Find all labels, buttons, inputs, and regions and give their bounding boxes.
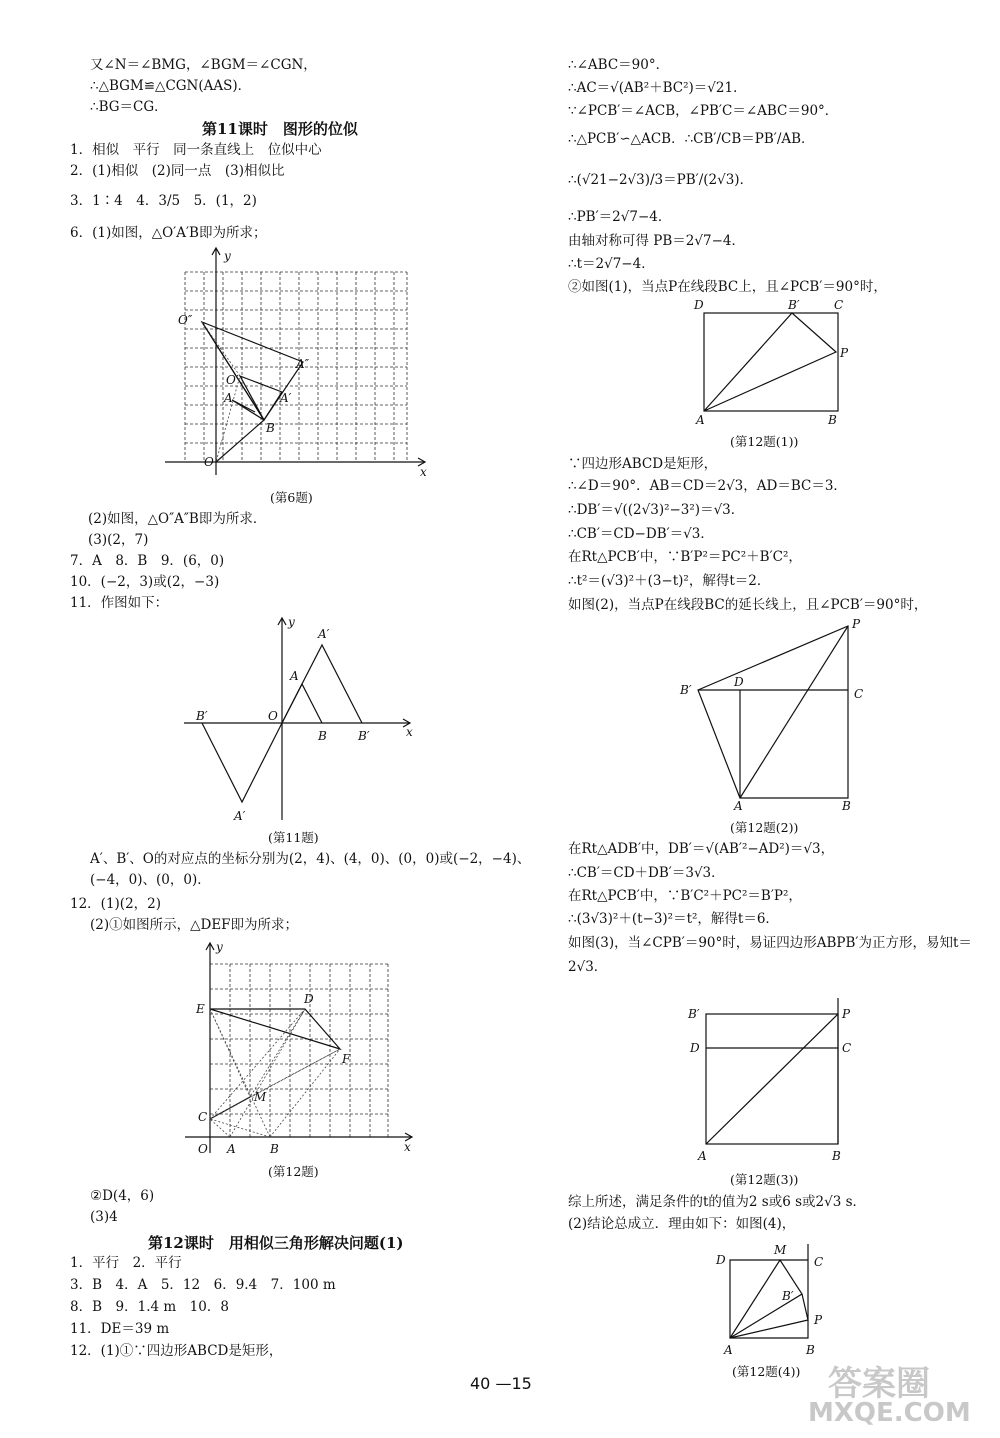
figure-caption: (第12题(2)) [730,820,799,835]
fig-label: C [854,687,864,701]
figure-caption: (第6题) [270,490,313,505]
fig-label: O″ [178,313,193,327]
fig-label: A [696,413,705,427]
text-line: 由轴对称可得 PB＝2√7−4． [568,233,745,249]
fig-label: y [224,249,231,263]
fig-label: C [814,1255,824,1269]
fig-label: B′ [358,729,370,743]
text-line: 1．相似 平行 同一条直线上 位似中心 [70,142,322,158]
text-line: 在Rt△ADB′中，DB′＝√(AB′²−AD²)＝√3， [568,841,835,857]
fig-label: O [198,1142,208,1156]
text-line: 12．(1)①∵四边形ABCD是矩形， [70,1343,283,1359]
figure-12-2 [676,614,876,814]
figure-caption: (第12题) [268,1164,319,1179]
fig-label: A [227,1142,236,1156]
fig-label: A′ [234,809,246,823]
text-line: ∴△BGM≌△CGN(AAS)． [90,78,252,94]
fig-label: x [406,725,413,739]
text-line: 3．B 4．A 5．12 6．9.4 7．100 m [70,1277,336,1293]
text-line: 2√3． [568,959,608,975]
text-line: (−4，0)、(0，0)． [90,872,211,888]
fig-label: y [216,940,223,954]
text-line: ∴CB′＝CD−DB′＝√3． [568,526,714,542]
text-line: ∴BG＝CG． [90,99,168,115]
figure-caption: (第12题(3)) [730,1172,799,1187]
text-line: 2．(1)相似 (2)同一点 (3)相似比 [70,163,285,179]
text-line: 7．A 8．B 9．(6，0) [70,553,225,569]
page-number: 40 —15 [470,1374,532,1393]
fig-label: O′ [226,373,239,387]
fig-label: A″ [296,357,310,371]
fig-label: A′ [280,391,292,405]
fig-label: A [734,799,743,813]
text-line: 如图(3)，当∠CPB′＝90°时，易证四边形ABPB′为正方形，易知t＝ [568,935,972,951]
fig-label: D [716,1253,726,1267]
text-line: ∴CB′＝CD＋DB′＝3√3． [568,865,725,881]
fig-label: B′ [196,709,208,723]
fig-label: C [842,1041,852,1055]
figure-caption: (第11题) [268,830,319,845]
fig-label: O [204,455,214,469]
watermark-logo: 答案圈 [828,1364,930,1404]
fig-label: A [290,669,299,683]
text-line: A′、B′、O的对应点的坐标分别为(2，4)、(4，0)、(0，0)或(−2，−4)、 [90,851,531,867]
watermark-url: MXQE.COM [808,1398,971,1428]
text-line: 在Rt△PCB′中，∵B′C²＋PC²＝B′P²， [568,888,802,904]
fig-label: O [268,709,278,723]
fig-label: P [814,1313,823,1327]
section-title: 第12课时 用相似三角形解决问题(1) [148,1234,404,1252]
fig-label: B′ [688,1007,700,1021]
text-line: ∴PB′＝2√7−4． [568,209,672,225]
fig-label: D [304,992,314,1006]
fig-label: C [834,298,844,312]
text-line: 6．(1)如图，△O′A′B即为所求； [70,225,267,241]
fig-label: P [842,1007,851,1021]
text-line: 综上所述，满足条件的t的值为2 s或6 s或2√3 s． [568,1194,867,1210]
fig-label: A [724,1343,733,1357]
fig-label: B′ [680,683,692,697]
fig-label: F [342,1052,351,1066]
text-line: ∵∠PCB′＝∠ACB，∠PB′C＝∠ABC＝90°． [568,103,839,119]
fig-label: A′ [318,627,330,641]
text-line: (2)①如图所示，△DEF即为所求； [90,917,299,933]
text-line: ∵四边形ABCD是矩形， [568,456,718,472]
text-line: 如图(2)，当点P在线段BC的延长线上，且∠PCB′＝90°时， [568,597,928,613]
fig-label: B [842,799,851,813]
fig-label: y [288,615,295,629]
text-line: 8．B 9．1.4 m 10．8 [70,1299,229,1315]
text-line: ②D(4，6) [90,1188,155,1204]
fig-label: B [828,413,837,427]
text-line: (3)(2，7) [88,532,149,548]
text-line: ∴∠ABC＝90°． [568,57,670,73]
section-title: 第11课时 图形的位似 [202,120,358,138]
text-line: 1．平行 2．平行 [70,1255,182,1271]
figure-6 [160,240,440,480]
text-line: ∴DB′＝√((2√3)²−3²)＝√3． [568,502,745,518]
text-line: ∴(3√3)²＋(t−3)²＝t²，解得t＝6． [568,911,779,927]
text-line: ∴△PCB′∽△ACB．∴CB′/CB＝PB′/AB． [568,131,815,147]
text-line: (3)4 [90,1209,118,1225]
fig-label: x [420,465,427,479]
fig-label: D [694,298,704,312]
fig-label: P [852,617,861,631]
fig-label: B [270,1142,279,1156]
fig-label: B [806,1343,815,1357]
fig-label: A [698,1149,707,1163]
text-line: ∴∠D＝90°．AB＝CD＝2√3，AD＝BC＝3． [568,478,847,494]
text-line: (2)如图，△O″A″B即为所求． [88,511,267,527]
fig-label: B [266,421,275,435]
figure-caption: (第12题(1)) [730,434,799,449]
text-line: (2)结论总成立．理由如下：如图(4)， [568,1216,796,1232]
text-line: 11．作图如下： [70,595,169,611]
figure-12-4 [712,1240,832,1360]
fig-label: B′ [788,298,800,312]
fig-label: B′ [782,1289,794,1303]
fig-label: C [198,1110,208,1124]
text-line: 12．(1)(2，2) [70,896,162,912]
text-line: ②如图(1)，当点P在线段BC上，且∠PCB′＝90°时， [568,279,887,295]
text-line: 11．DE＝39 m [70,1321,170,1337]
fig-label: x [404,1140,411,1154]
text-line: ∴t＝2√7−4． [568,256,655,272]
figure-12-1 [690,296,860,428]
figure-12 [180,935,420,1160]
text-line: ∴t²＝(√3)²＋(3−t)²，解得t＝2． [568,573,771,589]
fig-label: M [774,1243,787,1257]
fig-label: A [224,391,233,405]
fig-label: B [832,1149,841,1163]
figure-11 [180,610,430,830]
fig-label: E [196,1002,205,1016]
text-line: ∴AC＝√(AB²＋BC²)＝√21． [568,80,747,96]
text-line: 在Rt△PCB′中，∵B′P²＝PC²＋B′C²， [568,549,802,565]
fig-label: D [690,1041,700,1055]
fig-label: B [318,729,327,743]
text-line: 3．1∶4 4．3/5 5．(1，2) [70,193,257,209]
text-line: 又∠N＝∠BMG，∠BGM＝∠CGN， [90,57,317,73]
text-line: 10．(−2，3)或(2，−3) [70,574,220,590]
figure-caption: (第12题(4)) [732,1364,801,1379]
fig-label: D [734,675,744,689]
figure-12-3 [684,996,864,1166]
fig-label: P [840,346,849,360]
text-line: ∴(√21−2√3)/3＝PB′/(2√3)． [568,172,754,188]
fig-label: M [254,1090,267,1104]
